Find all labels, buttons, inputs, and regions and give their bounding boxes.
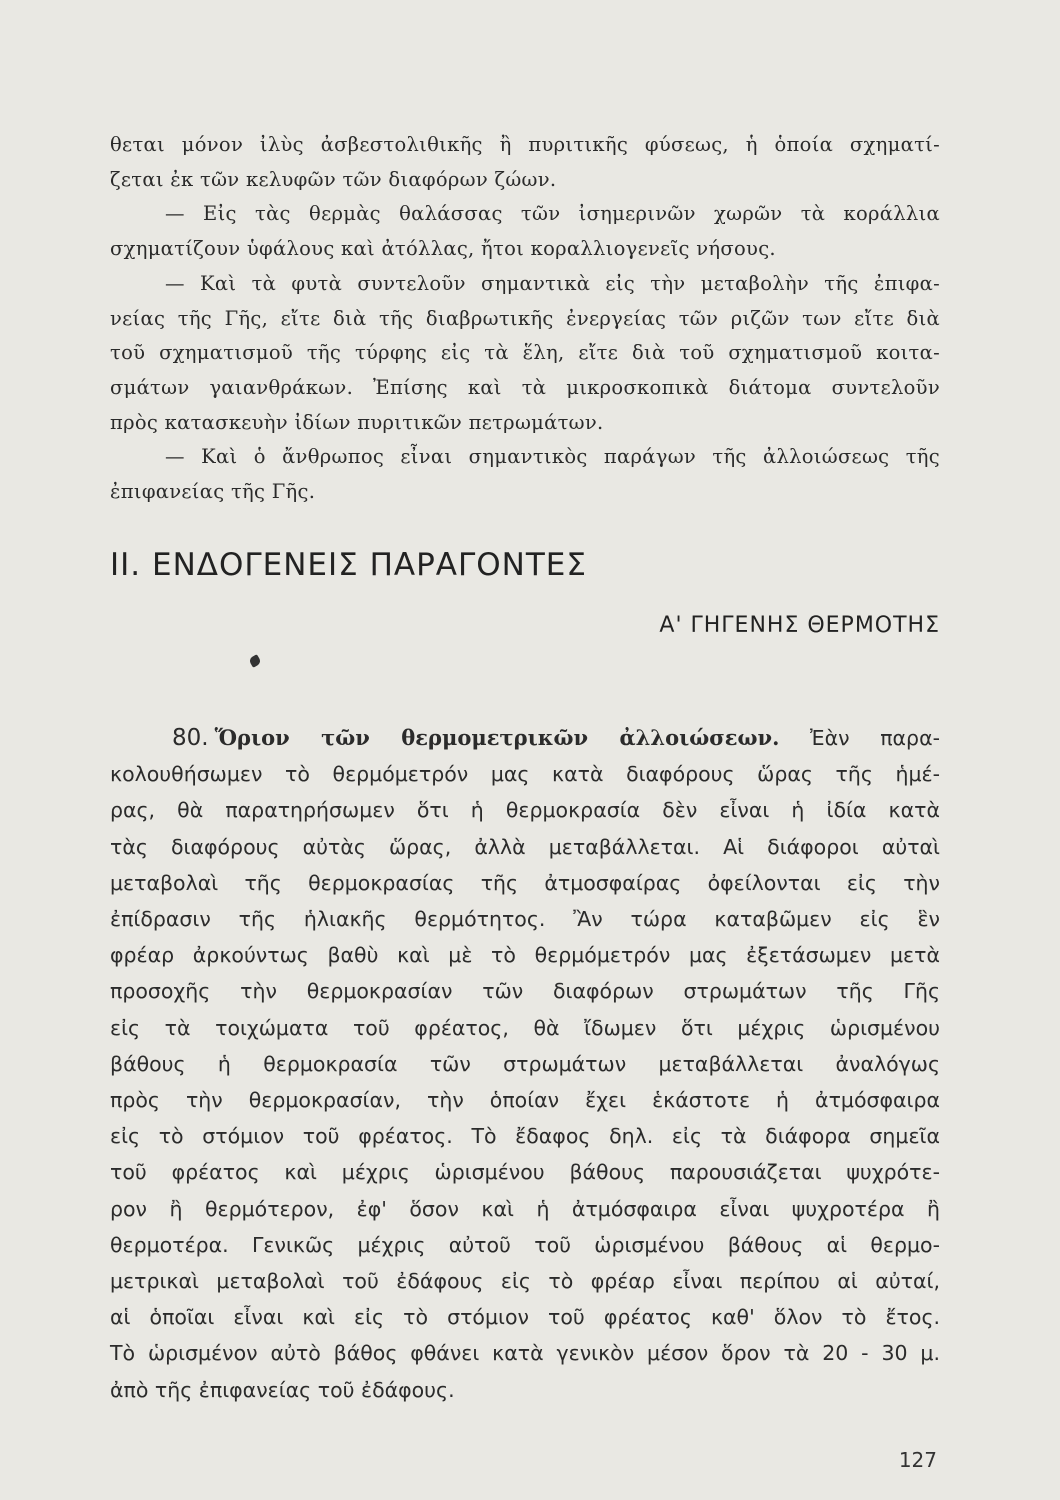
text-line: πρὸς κατασκευὴν ἰδίων πυριτικῶν πετρωμάτων. [110, 410, 604, 434]
text-line: ρας, θὰ παρατηρήσωμεν ὅτι ἡ θερμοκρασία δὲν εἶναι ἡ ἰδία κατὰ [110, 798, 940, 823]
text-line: φρέαρ ἀρκούντως βαθὺ καὶ μὲ τὸ θερμόμετρόν μας ἐξετάσωμεν μετὰ [110, 943, 940, 968]
text-line: — Καὶ ὁ ἄνθρωπος εἶναι σημαντικὸς παράγων τῆς ἀλλοιώσεως τῆς [165, 445, 940, 469]
continued-text [110, 128, 940, 510]
text-line: Ἐὰν παρα- [779, 726, 940, 750]
text-line: πρὸς τὴν θερμοκρασίαν, τὴν ὁποίαν ἔχει ἑκάστοτε ἡ ἀτμόσφαιρα [110, 1088, 940, 1113]
text-line: ἐπιφανείας τῆς Γῆς. [110, 480, 316, 504]
text-line: μετρικαὶ μεταβολαὶ τοῦ ἐδάφους εἰς τὸ φρέαρ εἶναι περίπου αἱ αὐταί, [110, 1269, 940, 1294]
text-line: νείας τῆς Γῆς, εἴτε διὰ τῆς διαβρωτικῆς ἐνεργείας τῶν ριζῶν των εἴτε διὰ [110, 306, 940, 330]
text-line: εἰς τὰ τοιχώματα τοῦ φρέατος, θὰ ἴδωμεν ὅτι μέχρις ὡρισμένου [110, 1015, 940, 1040]
section-heading: II. ΕΝΔΟΓΕΝΕΙΣ ΠΑΡΑΓΟΝΤΕΣ [110, 547, 587, 583]
text-line: κολουθήσωμεν τὸ θερμόμετρόν μας κατὰ διαφόρους ὥρας τῆς ἡμέ- [110, 762, 940, 787]
text-line: εἰς τὸ στόμιον τοῦ φρέατος. Τὸ ἔδαφος δηλ. εἰς τὰ διάφορα σημεῖα [110, 1124, 940, 1149]
text-line: — Εἰς τὰς θερμὰς θαλάσσας τῶν ἰσημερινῶν χωρῶν τὰ κοράλλια [165, 202, 940, 226]
text-line: σμάτων γαιανθράκων. Ἐπίσης καὶ τὰ μικροσκοπικὰ διάτομα συντελοῦν [110, 375, 940, 399]
text-line: τοῦ φρέατος καὶ μέχρις ὡρισμένου βάθους παρουσιάζεται ψυχρότε- [110, 1160, 940, 1185]
text-line: αἱ ὁποῖαι εἶναι καὶ εἰς τὸ στόμιον τοῦ φρέατος καθ' ὅλον τὸ ἔτος. [110, 1305, 940, 1330]
subsection-heading: Α' ΓΗΓΕΝΗΣ ΘΕΡΜΟΤΗΣ [659, 613, 940, 638]
text-line: ἐπίδρασιν τῆς ἡλιακῆς θερμότητος. Ἂν τώρα καταβῶμεν εἰς ἓν [110, 907, 940, 932]
text-line: θεται μόνον ἰλὺς ἀσβεστολιθικῆς ἢ πυριτικῆς φύσεως, ἡ ὁποία σχηματί- [110, 133, 940, 156]
text-line: σχηματίζουν ὑφάλους καὶ ἀτόλλας, ἤτοι κοραλλιογενεῖς νήσους. [110, 237, 776, 261]
text-line: μεταβολαὶ τῆς θερμοκρασίας τῆς ἀτμοσφαίρας ὀφείλονται εἰς τὴν [110, 870, 940, 895]
text-line: τὰς διαφόρους αὐτὰς ὥρας, ἀλλὰ μεταβάλλεται. Αἱ διάφοροι αὐταὶ [110, 834, 940, 859]
text-line: ἀπὸ τῆς ἐπιφανείας τοῦ ἐδάφους. [110, 1377, 455, 1402]
text-line: βάθους ἡ θερμοκρασία τῶν στρωμάτων μεταβάλλεται ἀναλόγως [110, 1051, 940, 1076]
ink-mark [248, 654, 262, 668]
paragraph-heading: Ὅριον τῶν θερμομετρικῶν ἀλλοιώσεων. [214, 725, 780, 750]
text-line: ρον ἢ θερμότερον, ἐφ' ὅσον καὶ ἡ ἀτμόσφαιρα εἶναι ψυχροτέρα ἢ [110, 1196, 940, 1221]
paragraph-number: 80. [172, 725, 209, 751]
text-line: προσοχῆς τὴν θερμοκρασίαν τῶν διαφόρων στρωμάτων τῆς Γῆς [110, 979, 940, 1004]
paragraph-80 [110, 720, 940, 1408]
text-line: Τὸ ὡρισμένον αὐτὸ βάθος φθάνει κατὰ γενικὸν μέσον ὅρον τὰ 20 - 30 μ. [110, 1341, 940, 1366]
text-line: — Καὶ τὰ φυτὰ συντελοῦν σημαντικὰ εἰς τὴν μεταβολὴν τῆς ἐπιφα- [165, 271, 940, 295]
text-line: ζεται ἐκ τῶν κελυφῶν τῶν διαφόρων ζώων. [110, 167, 557, 191]
text-line: θερμοτέρα. Γενικῶς μέχρις αὐτοῦ τοῦ ὡρισμένου βάθους αἱ θερμο- [110, 1232, 940, 1257]
paragraph-first-line [110, 720, 940, 756]
text-line: τοῦ σχηματισμοῦ τῆς τύρφης εἰς τὰ ἕλη, εἴτε διὰ τοῦ σχηματισμοῦ κοιτα- [110, 341, 940, 365]
page-number: 127 [898, 1448, 937, 1472]
